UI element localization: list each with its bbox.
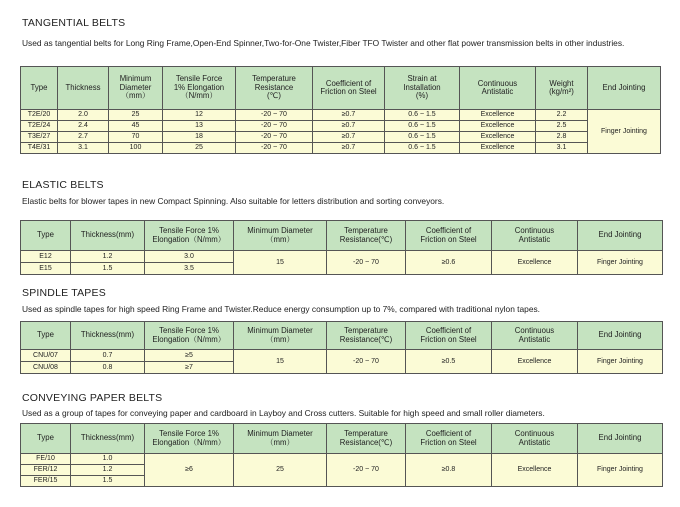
table-row xyxy=(21,454,663,465)
conveying-description: Used as a group of tapes for conveying paper and cardboard in Layboy and Cross cutters. Suitable for high speed and small roller diameters. xyxy=(22,408,545,418)
header-end-jointing: End Jointing xyxy=(578,424,663,454)
header-tensile-force: Tensile Force 1% Elongation （N/mm） xyxy=(163,67,236,110)
spindle-description: Used as spindle tapes for high speed Ring Frame and Twister.Reduce energy consumption up to 7%, compared with traditional nylon tapes. xyxy=(22,304,540,314)
cell-temperature: -20 ~ 70 xyxy=(327,251,406,275)
cell-tensile-force: ≥6 xyxy=(145,454,234,487)
header-antistatic: Continuous Antistatic xyxy=(492,424,578,454)
cell-thickness: 2.7 xyxy=(58,132,109,143)
cell-tensile-force: 13 xyxy=(163,121,236,132)
cell-thickness: 1.5 xyxy=(71,263,145,275)
cell-type: FER/12 xyxy=(21,465,71,476)
elastic-header-row xyxy=(21,221,663,251)
header-strain: Strain at Installation (%) xyxy=(385,67,460,110)
cell-temperature: -20 ~ 70 xyxy=(236,121,313,132)
header-type: Type xyxy=(21,322,71,350)
header-thickness: Thickness(mm) xyxy=(71,322,145,350)
header-thickness: Thickness(mm) xyxy=(71,221,145,251)
cell-antistatic: Excellence xyxy=(460,110,536,121)
header-type: Type xyxy=(21,67,58,110)
cell-thickness: 1.0 xyxy=(71,454,145,465)
header-temperature: Temperature Resistance(℃) xyxy=(327,322,406,350)
cell-antistatic: Excellence xyxy=(460,143,536,154)
spindle-title: SPINDLE TAPES xyxy=(22,287,106,299)
header-friction: Coefficient of Friction on Steel xyxy=(406,322,492,350)
cell-friction: ≥0.7 xyxy=(313,143,385,154)
cell-type: T3E/27 xyxy=(21,132,58,143)
cell-temperature: -20 ~ 70 xyxy=(327,350,406,374)
cell-thickness: 0.7 xyxy=(71,350,145,362)
header-type: Type xyxy=(21,424,71,454)
tangential-header-row xyxy=(21,67,661,110)
cell-tensile-force: 12 xyxy=(163,110,236,121)
cell-tensile-force: 3.5 xyxy=(145,263,234,275)
cell-min-diameter: 100 xyxy=(109,143,163,154)
cell-min-diameter: 15 xyxy=(234,251,327,275)
elastic-description: Elastic belts for blower tapes in new Compact Spinning. Also suitable for letters distribution and sorting conveyors. xyxy=(22,196,445,206)
conveying-title: CONVEYING PAPER BELTS xyxy=(22,392,163,404)
cell-tensile-force: 18 xyxy=(163,132,236,143)
cell-thickness: 1.2 xyxy=(71,465,145,476)
cell-friction: ≥0.5 xyxy=(406,350,492,374)
cell-end-jointing: Finger Jointing xyxy=(578,251,663,275)
header-antistatic: Continuous Antistatic xyxy=(492,322,578,350)
cell-temperature: -20 ~ 70 xyxy=(236,110,313,121)
header-end-jointing: End Jointing xyxy=(588,67,661,110)
cell-antistatic: Excellence xyxy=(492,350,578,374)
header-end-jointing: End Jointing xyxy=(578,221,663,251)
cell-antistatic: Excellence xyxy=(492,454,578,487)
elastic-table xyxy=(20,220,663,275)
header-temperature: Temperature Resistance (℃) xyxy=(236,67,313,110)
cell-weight: 3.1 xyxy=(536,143,588,154)
cell-type: FE/10 xyxy=(21,454,71,465)
cell-strain: 0.6 ~ 1.5 xyxy=(385,121,460,132)
tangential-title: TANGENTIAL BELTS xyxy=(22,17,126,29)
table-row xyxy=(21,132,661,143)
header-tensile-force: Tensile Force 1% Elongation（N/mm） xyxy=(145,322,234,350)
cell-friction: ≥0.7 xyxy=(313,110,385,121)
table-row xyxy=(21,110,661,121)
cell-friction: ≥0.7 xyxy=(313,121,385,132)
cell-type: E12 xyxy=(21,251,71,263)
cell-thickness: 2.4 xyxy=(58,121,109,132)
cell-temperature: -20 ~ 70 xyxy=(236,143,313,154)
cell-strain: 0.6 ~ 1.5 xyxy=(385,132,460,143)
cell-end-jointing: Finger Jointing xyxy=(588,110,661,154)
cell-antistatic: Excellence xyxy=(492,251,578,275)
cell-strain: 0.6 ~ 1.5 xyxy=(385,110,460,121)
cell-tensile-force: 3.0 xyxy=(145,251,234,263)
cell-temperature: -20 ~ 70 xyxy=(236,132,313,143)
header-weight: Weight (kg/m²) xyxy=(536,67,588,110)
cell-weight: 2.8 xyxy=(536,132,588,143)
table-row xyxy=(21,121,661,132)
cell-antistatic: Excellence xyxy=(460,121,536,132)
cell-type: CNU/08 xyxy=(21,362,71,374)
conveying-table xyxy=(20,423,663,487)
header-min-diameter: Minimum Diameter （mm） xyxy=(109,67,163,110)
header-antistatic: Continuous Antistatic xyxy=(492,221,578,251)
header-thickness: Thickness xyxy=(58,67,109,110)
cell-min-diameter: 45 xyxy=(109,121,163,132)
cell-temperature: -20 ~ 70 xyxy=(327,454,406,487)
cell-min-diameter: 25 xyxy=(109,110,163,121)
cell-type: T4E/31 xyxy=(21,143,58,154)
cell-friction: ≥0.6 xyxy=(406,251,492,275)
cell-thickness: 0.8 xyxy=(71,362,145,374)
spindle-table xyxy=(20,321,663,374)
cell-type: CNU/07 xyxy=(21,350,71,362)
cell-min-diameter: 15 xyxy=(234,350,327,374)
header-end-jointing: End Jointing xyxy=(578,322,663,350)
table-row xyxy=(21,350,663,362)
cell-weight: 2.2 xyxy=(536,110,588,121)
header-thickness: Thickness(mm) xyxy=(71,424,145,454)
cell-antistatic: Excellence xyxy=(460,132,536,143)
cell-tensile-force: ≥7 xyxy=(145,362,234,374)
spindle-header-row xyxy=(21,322,663,350)
header-min-diameter: Minimum Diameter （mm） xyxy=(234,322,327,350)
header-min-diameter: Minimum Diameter （mm） xyxy=(234,424,327,454)
header-type: Type xyxy=(21,221,71,251)
header-temperature: Temperature Resistance(℃) xyxy=(327,424,406,454)
header-tensile-force: Tensile Force 1% Elongation（N/mm） xyxy=(145,424,234,454)
cell-end-jointing: Finger Jointing xyxy=(578,350,663,374)
cell-type: E15 xyxy=(21,263,71,275)
header-friction: Coefficient of Friction on Steel xyxy=(313,67,385,110)
cell-thickness: 2.0 xyxy=(58,110,109,121)
tangential-description: Used as tangential belts for Long Ring Frame,Open-End Spinner,Two-for-One Twister,Fiber TFO Twister and other flat power transmission belts in other industries. xyxy=(22,38,625,48)
header-friction: Coefficient of Friction on Steel xyxy=(406,424,492,454)
cell-type: T2E/20 xyxy=(21,110,58,121)
cell-end-jointing: Finger Jointing xyxy=(578,454,663,487)
header-friction: Coefficient of Friction on Steel xyxy=(406,221,492,251)
table-row xyxy=(21,143,661,154)
elastic-title: ELASTIC BELTS xyxy=(22,179,104,191)
conveying-header-row xyxy=(21,424,663,454)
cell-thickness: 1.5 xyxy=(71,476,145,487)
cell-type: FER/15 xyxy=(21,476,71,487)
cell-min-diameter: 25 xyxy=(234,454,327,487)
cell-friction: ≥0.8 xyxy=(406,454,492,487)
cell-tensile-force: ≥5 xyxy=(145,350,234,362)
cell-thickness: 3.1 xyxy=(58,143,109,154)
header-min-diameter: Minimum Diameter （mm） xyxy=(234,221,327,251)
cell-thickness: 1.2 xyxy=(71,251,145,263)
cell-tensile-force: 25 xyxy=(163,143,236,154)
cell-type: T2E/24 xyxy=(21,121,58,132)
header-antistatic: Continuous Antistatic xyxy=(460,67,536,110)
header-temperature: Temperature Resistance(℃) xyxy=(327,221,406,251)
cell-strain: 0.6 ~ 1.5 xyxy=(385,143,460,154)
cell-friction: ≥0.7 xyxy=(313,132,385,143)
cell-min-diameter: 70 xyxy=(109,132,163,143)
table-row xyxy=(21,251,663,263)
tangential-table xyxy=(20,66,661,154)
header-tensile-force: Tensile Force 1% Elongation（N/mm） xyxy=(145,221,234,251)
cell-weight: 2.5 xyxy=(536,121,588,132)
